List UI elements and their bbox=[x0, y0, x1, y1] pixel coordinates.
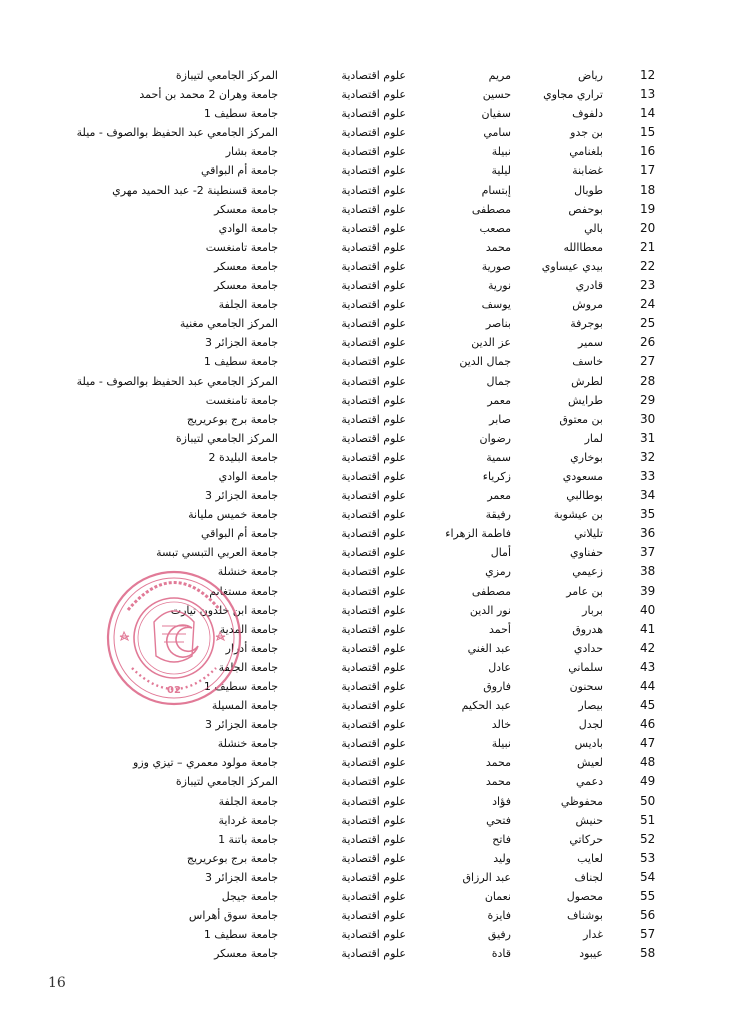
university: جامعة الوادي bbox=[218, 221, 278, 235]
first-name: مريم bbox=[488, 69, 511, 82]
last-name: بوطالبي bbox=[566, 489, 603, 503]
first-name: محمد bbox=[485, 240, 511, 254]
university: المركز الجامعي لتيبازة bbox=[175, 69, 278, 82]
university: جامعة الجزائر 3 bbox=[204, 489, 278, 503]
field-of-study: علوم اقتصادية bbox=[341, 890, 406, 904]
first-name: جمال bbox=[486, 374, 511, 388]
first-name: فاروق bbox=[483, 680, 511, 693]
row-number: 19 bbox=[640, 201, 656, 216]
first-name: سفيان bbox=[481, 107, 511, 121]
table-row bbox=[0, 257, 746, 276]
table-row bbox=[0, 906, 746, 925]
table-row bbox=[0, 66, 746, 85]
row-number: 34 bbox=[640, 488, 656, 503]
row-number: 21 bbox=[640, 239, 656, 254]
university: جامعة باتنة 1 bbox=[218, 832, 278, 846]
university: جامعة مستغانم bbox=[209, 584, 278, 598]
row-number: 14 bbox=[640, 106, 656, 121]
university: جامعة سوق أهراس bbox=[188, 909, 278, 923]
university: جامعة معسكر bbox=[214, 202, 278, 216]
field-of-study: علوم اقتصادية bbox=[341, 775, 406, 789]
field-of-study: علوم اقتصادية bbox=[341, 489, 406, 503]
first-name: مصطفى bbox=[471, 584, 511, 598]
university: جامعة خميس مليانة bbox=[188, 508, 278, 522]
last-name: بن عيشوبة bbox=[553, 508, 603, 522]
first-name: نور الدين bbox=[469, 603, 511, 617]
table-row bbox=[0, 849, 746, 868]
university: جامعة معسكر bbox=[214, 259, 278, 273]
table-row bbox=[0, 104, 746, 123]
field-of-study: علوم اقتصادية bbox=[341, 756, 406, 770]
field-of-study: علوم اقتصادية bbox=[341, 660, 406, 674]
first-name: إبتسام bbox=[481, 183, 511, 197]
field-of-study: علوم اقتصادية bbox=[341, 909, 406, 923]
first-name: فؤاد bbox=[492, 794, 511, 808]
row-number: 49 bbox=[640, 774, 656, 789]
last-name: لجناف bbox=[574, 870, 603, 884]
row-number: 44 bbox=[640, 679, 656, 693]
row-number: 40 bbox=[640, 602, 656, 617]
first-name: حسين bbox=[482, 88, 511, 102]
row-number: 45 bbox=[640, 698, 656, 713]
field-of-study: علوم اقتصادية bbox=[341, 355, 406, 369]
row-number: 47 bbox=[640, 736, 656, 751]
row-number: 43 bbox=[640, 659, 656, 674]
row-number: 29 bbox=[640, 392, 656, 407]
university: جامعة أم البواقي bbox=[201, 527, 278, 541]
university: المركز الجامعي لتيبازة bbox=[175, 775, 278, 789]
last-name: باديس bbox=[574, 737, 603, 751]
field-of-study: علوم اقتصادية bbox=[341, 928, 406, 942]
last-name: رياض bbox=[577, 69, 603, 82]
row-number: 12 bbox=[640, 68, 656, 82]
field-of-study: علوم اقتصادية bbox=[341, 240, 406, 254]
row-number: 24 bbox=[640, 297, 656, 312]
row-number: 51 bbox=[640, 812, 656, 827]
last-name: خاسف bbox=[572, 355, 603, 369]
university: جامعة الوادي bbox=[218, 469, 278, 483]
first-name: نبيلة bbox=[491, 737, 511, 751]
row-number: 20 bbox=[640, 220, 656, 235]
first-name: فايزة bbox=[487, 909, 511, 923]
row-number: 50 bbox=[640, 793, 656, 808]
table-row bbox=[0, 792, 746, 811]
last-name: بن جدو bbox=[570, 126, 603, 140]
university: جامعة خنشلة bbox=[217, 737, 278, 751]
field-of-study: علوم اقتصادية bbox=[341, 298, 406, 312]
table-row bbox=[0, 161, 746, 180]
table-row bbox=[0, 410, 746, 429]
page-number: 16 bbox=[48, 975, 66, 991]
field-of-study: علوم اقتصادية bbox=[341, 183, 406, 197]
row-number: 46 bbox=[640, 717, 656, 732]
first-name: وليد bbox=[493, 851, 511, 865]
first-name: صورية bbox=[481, 259, 511, 273]
table-row bbox=[0, 123, 746, 142]
university: جامعة غرداية bbox=[218, 813, 278, 827]
table-row bbox=[0, 276, 746, 295]
field-of-study: علوم اقتصادية bbox=[341, 737, 406, 751]
table-row bbox=[0, 868, 746, 887]
table-row bbox=[0, 772, 746, 791]
field-of-study: علوم اقتصادية bbox=[341, 851, 406, 865]
row-number: 15 bbox=[640, 125, 656, 140]
table-row bbox=[0, 524, 746, 543]
candidates-table bbox=[0, 66, 746, 963]
last-name: بالي bbox=[584, 221, 603, 235]
last-name: غضابنة bbox=[572, 164, 603, 178]
table-row bbox=[0, 314, 746, 333]
last-name: هدروق bbox=[572, 622, 603, 636]
first-name: رفيقة bbox=[485, 508, 511, 522]
row-number: 42 bbox=[640, 640, 656, 655]
university: جامعة البليدة 2 bbox=[208, 450, 278, 464]
last-name: لعيش bbox=[576, 756, 603, 770]
university: المركز الجامعي عبد الحفيظ بوالصوف - ميلة bbox=[76, 374, 278, 388]
last-name: بيصار bbox=[578, 699, 603, 713]
row-number: 18 bbox=[640, 182, 656, 197]
first-name: نورية bbox=[487, 279, 511, 293]
table-row bbox=[0, 352, 746, 371]
table-row bbox=[0, 181, 746, 200]
field-of-study: علوم اقتصادية bbox=[341, 565, 406, 579]
field-of-study: علوم اقتصادية bbox=[341, 450, 406, 464]
row-number: 27 bbox=[640, 354, 656, 369]
last-name: سلماني bbox=[568, 660, 603, 674]
last-name: مروش bbox=[572, 298, 603, 312]
row-number: 22 bbox=[640, 258, 656, 273]
field-of-study: علوم اقتصادية bbox=[341, 259, 406, 273]
last-name: حفناوي bbox=[570, 546, 603, 560]
last-name: لمار bbox=[584, 431, 603, 445]
field-of-study: علوم اقتصادية bbox=[341, 107, 406, 121]
row-number: 55 bbox=[640, 889, 656, 904]
field-of-study: علوم اقتصادية bbox=[341, 870, 406, 884]
row-number: 41 bbox=[640, 621, 656, 636]
table-row bbox=[0, 200, 746, 219]
university: جامعة برج بوعريريج bbox=[186, 851, 278, 865]
row-number: 33 bbox=[640, 468, 656, 483]
field-of-study: علوم اقتصادية bbox=[341, 813, 406, 827]
university: المركز الجامعي مغنية bbox=[179, 317, 278, 331]
university: جامعة تامنغست bbox=[205, 240, 278, 254]
university: جامعة تامنغست bbox=[205, 393, 278, 407]
last-name: لطرش bbox=[571, 374, 603, 388]
first-name: زكرياء bbox=[482, 469, 511, 483]
field-of-study: علوم اقتصادية bbox=[341, 622, 406, 636]
last-name: قادري bbox=[575, 279, 603, 293]
table-row bbox=[0, 830, 746, 849]
last-name: سحنون bbox=[569, 680, 603, 693]
university: جامعة سطيف 1 bbox=[203, 928, 278, 942]
first-name: مصطفى bbox=[471, 202, 511, 216]
last-name: محصول bbox=[566, 890, 603, 904]
row-number: 23 bbox=[640, 278, 656, 293]
university: جامعة خنشلة bbox=[217, 565, 278, 579]
university: جامعة الجزائر 3 bbox=[204, 336, 278, 350]
table-row bbox=[0, 811, 746, 830]
first-name: عبد الغني bbox=[467, 641, 511, 655]
table-row bbox=[0, 333, 746, 352]
first-name: نعمان bbox=[484, 890, 511, 904]
ministry-seal bbox=[104, 560, 244, 715]
table-row bbox=[0, 715, 746, 734]
last-name: دلفوف bbox=[572, 107, 603, 121]
field-of-study: علوم اقتصادية bbox=[341, 336, 406, 350]
last-name: عيبود bbox=[579, 947, 603, 961]
field-of-study: علوم اقتصادية bbox=[341, 603, 406, 617]
table-row bbox=[0, 505, 746, 524]
last-name: دعمي bbox=[576, 775, 603, 789]
field-of-study: علوم اقتصادية bbox=[341, 508, 406, 522]
first-name: محمد bbox=[485, 775, 511, 789]
table-row bbox=[0, 753, 746, 772]
first-name: رفيق bbox=[487, 928, 511, 942]
row-number: 26 bbox=[640, 335, 656, 350]
table-row bbox=[0, 295, 746, 314]
university: جامعة قسنطينة 2- عبد الحميد مهري bbox=[112, 183, 278, 197]
university: جامعة الجزائر 3 bbox=[204, 870, 278, 884]
field-of-study: علوم اقتصادية bbox=[341, 145, 406, 159]
last-name: سمير bbox=[578, 336, 603, 350]
field-of-study: علوم اقتصادية bbox=[341, 317, 406, 331]
university: جامعة معسكر bbox=[214, 947, 278, 961]
university: جامعة العربي التبسي تبسة bbox=[156, 546, 278, 560]
last-name: طرايش bbox=[568, 393, 603, 407]
last-name: حركاتي bbox=[569, 832, 603, 846]
table-row bbox=[0, 142, 746, 161]
university: جامعة أدرار bbox=[225, 641, 278, 655]
first-name: فاطمة الزهراء bbox=[445, 527, 511, 541]
row-number: 25 bbox=[640, 316, 656, 331]
university: جامعة ابن خلدون تيارت bbox=[170, 603, 278, 617]
field-of-study: علوم اقتصادية bbox=[341, 412, 406, 426]
table-row bbox=[0, 372, 746, 391]
field-of-study: علوم اقتصادية bbox=[341, 88, 406, 102]
table-row bbox=[0, 429, 746, 448]
last-name: محفوظي bbox=[560, 794, 603, 808]
row-number: 39 bbox=[640, 583, 656, 598]
table-row bbox=[0, 467, 746, 486]
table-row bbox=[0, 391, 746, 410]
last-name: بن عامر bbox=[566, 584, 603, 598]
university: جامعة جيجل bbox=[221, 890, 278, 904]
last-name: بوحفص bbox=[568, 202, 603, 216]
university: جامعة مولود معمري – تيزي وزو bbox=[133, 756, 278, 770]
row-number: 16 bbox=[640, 144, 656, 159]
first-name: عز الدين bbox=[471, 336, 511, 350]
field-of-study: علوم اقتصادية bbox=[341, 584, 406, 598]
first-name: عبد الرزاق bbox=[462, 870, 511, 884]
first-name: محمد bbox=[485, 756, 511, 770]
seal-number: 02 bbox=[167, 685, 181, 696]
last-name: بوخاري bbox=[570, 450, 603, 464]
first-name: مصعب bbox=[479, 221, 511, 235]
last-name: لعايب bbox=[577, 851, 603, 865]
row-number: 32 bbox=[640, 449, 656, 464]
row-number: 13 bbox=[640, 87, 656, 102]
first-name: أحمد bbox=[489, 622, 511, 636]
row-number: 38 bbox=[640, 564, 656, 579]
first-name: خالد bbox=[491, 718, 511, 732]
university: جامعة المدية bbox=[219, 622, 278, 636]
first-name: عادل bbox=[488, 660, 511, 674]
first-name: نبيلة bbox=[491, 145, 511, 159]
first-name: معمر bbox=[487, 393, 511, 407]
first-name: رضوان bbox=[479, 431, 511, 445]
field-of-study: علوم اقتصادية bbox=[341, 393, 406, 407]
first-name: ليلية bbox=[491, 164, 511, 178]
last-name: معطاالله bbox=[563, 240, 603, 254]
last-name: بربار bbox=[582, 603, 603, 617]
first-name: سامي bbox=[483, 126, 511, 140]
field-of-study: علوم اقتصادية bbox=[341, 69, 406, 82]
first-name: معمر bbox=[487, 489, 511, 503]
field-of-study: علوم اقتصادية bbox=[341, 469, 406, 483]
row-number: 58 bbox=[640, 946, 656, 961]
row-number: 36 bbox=[640, 526, 656, 541]
first-name: رمزي bbox=[485, 565, 511, 579]
first-name: صابر bbox=[489, 412, 511, 426]
first-name: فاتح bbox=[492, 832, 511, 846]
field-of-study: علوم اقتصادية bbox=[341, 794, 406, 808]
field-of-study: علوم اقتصادية bbox=[341, 546, 406, 560]
university: جامعة بشار bbox=[225, 145, 278, 159]
field-of-study: علوم اقتصادية bbox=[341, 947, 406, 961]
university: جامعة وهران 2 محمد بن أحمد bbox=[139, 88, 278, 102]
row-number: 57 bbox=[640, 927, 656, 942]
first-name: يوسف bbox=[481, 298, 511, 312]
table-row bbox=[0, 944, 746, 963]
university: جامعة أم البواقي bbox=[201, 164, 278, 178]
table-row bbox=[0, 238, 746, 257]
first-name: جمال الدين bbox=[459, 355, 511, 369]
field-of-study: علوم اقتصادية bbox=[341, 832, 406, 846]
university: جامعة سطيف 1 bbox=[203, 680, 278, 693]
last-name: طوبال bbox=[574, 183, 603, 197]
last-name: حنيش bbox=[575, 813, 603, 827]
field-of-study: علوم اقتصادية bbox=[341, 527, 406, 541]
row-number: 31 bbox=[640, 430, 656, 445]
field-of-study: علوم اقتصادية bbox=[341, 221, 406, 235]
university: جامعة معسكر bbox=[214, 279, 278, 293]
row-number: 35 bbox=[640, 507, 656, 522]
field-of-study: علوم اقتصادية bbox=[341, 279, 406, 293]
university: جامعة برج بوعريريج bbox=[186, 412, 278, 426]
university: جامعة الجلفة bbox=[218, 660, 278, 674]
row-number: 56 bbox=[640, 908, 656, 923]
university: جامعة الجلفة bbox=[218, 298, 278, 312]
table-row bbox=[0, 85, 746, 104]
field-of-study: علوم اقتصادية bbox=[341, 126, 406, 140]
university: جامعة المسيلة bbox=[211, 699, 278, 713]
first-name: عبد الحكيم bbox=[461, 699, 511, 713]
field-of-study: علوم اقتصادية bbox=[341, 641, 406, 655]
last-name: بوجرفة bbox=[570, 317, 603, 331]
table-row bbox=[0, 734, 746, 753]
last-name: حدادي bbox=[573, 641, 603, 655]
field-of-study: علوم اقتصادية bbox=[341, 374, 406, 388]
last-name: مسعودي bbox=[562, 469, 603, 483]
row-number: 54 bbox=[640, 869, 656, 884]
last-name: لجدل bbox=[578, 718, 603, 732]
last-name: بوشناف bbox=[566, 909, 603, 923]
table-row bbox=[0, 486, 746, 505]
last-name: تليلاني bbox=[574, 527, 603, 541]
last-name: بن معتوق bbox=[559, 412, 603, 426]
table-row bbox=[0, 448, 746, 467]
first-name: أمال bbox=[490, 546, 511, 560]
row-number: 30 bbox=[640, 411, 656, 426]
row-number: 17 bbox=[640, 163, 656, 178]
last-name: بلغنامي bbox=[569, 145, 603, 159]
row-number: 37 bbox=[640, 545, 656, 560]
table-row bbox=[0, 887, 746, 906]
university: المركز الجامعي عبد الحفيظ بوالصوف - ميلة bbox=[76, 126, 278, 140]
row-number: 52 bbox=[640, 831, 656, 846]
last-name: غدار bbox=[583, 928, 603, 942]
university: المركز الجامعي لتيبازة bbox=[175, 431, 278, 445]
university: جامعة سطيف 1 bbox=[203, 107, 278, 121]
first-name: سمية bbox=[486, 450, 511, 464]
university: جامعة الجزائر 3 bbox=[204, 718, 278, 732]
first-name: فتحي bbox=[486, 813, 511, 827]
field-of-study: علوم اقتصادية bbox=[341, 202, 406, 216]
row-number: 48 bbox=[640, 755, 656, 770]
field-of-study: علوم اقتصادية bbox=[341, 680, 406, 693]
field-of-study: علوم اقتصادية bbox=[341, 699, 406, 713]
table-row bbox=[0, 219, 746, 238]
row-number: 53 bbox=[640, 850, 656, 865]
university: جامعة الجلفة bbox=[218, 794, 278, 808]
field-of-study: علوم اقتصادية bbox=[341, 718, 406, 732]
row-number: 28 bbox=[640, 373, 656, 388]
field-of-study: علوم اقتصادية bbox=[341, 431, 406, 445]
last-name: زعيمي bbox=[572, 565, 603, 579]
last-name: تراري مجاوي bbox=[543, 88, 603, 102]
field-of-study: علوم اقتصادية bbox=[341, 164, 406, 178]
first-name: بناصر bbox=[485, 317, 511, 331]
last-name: بيدي عيساوي bbox=[541, 259, 603, 273]
first-name: قادة bbox=[491, 947, 511, 961]
table-row bbox=[0, 925, 746, 944]
university: جامعة سطيف 1 bbox=[203, 355, 278, 369]
